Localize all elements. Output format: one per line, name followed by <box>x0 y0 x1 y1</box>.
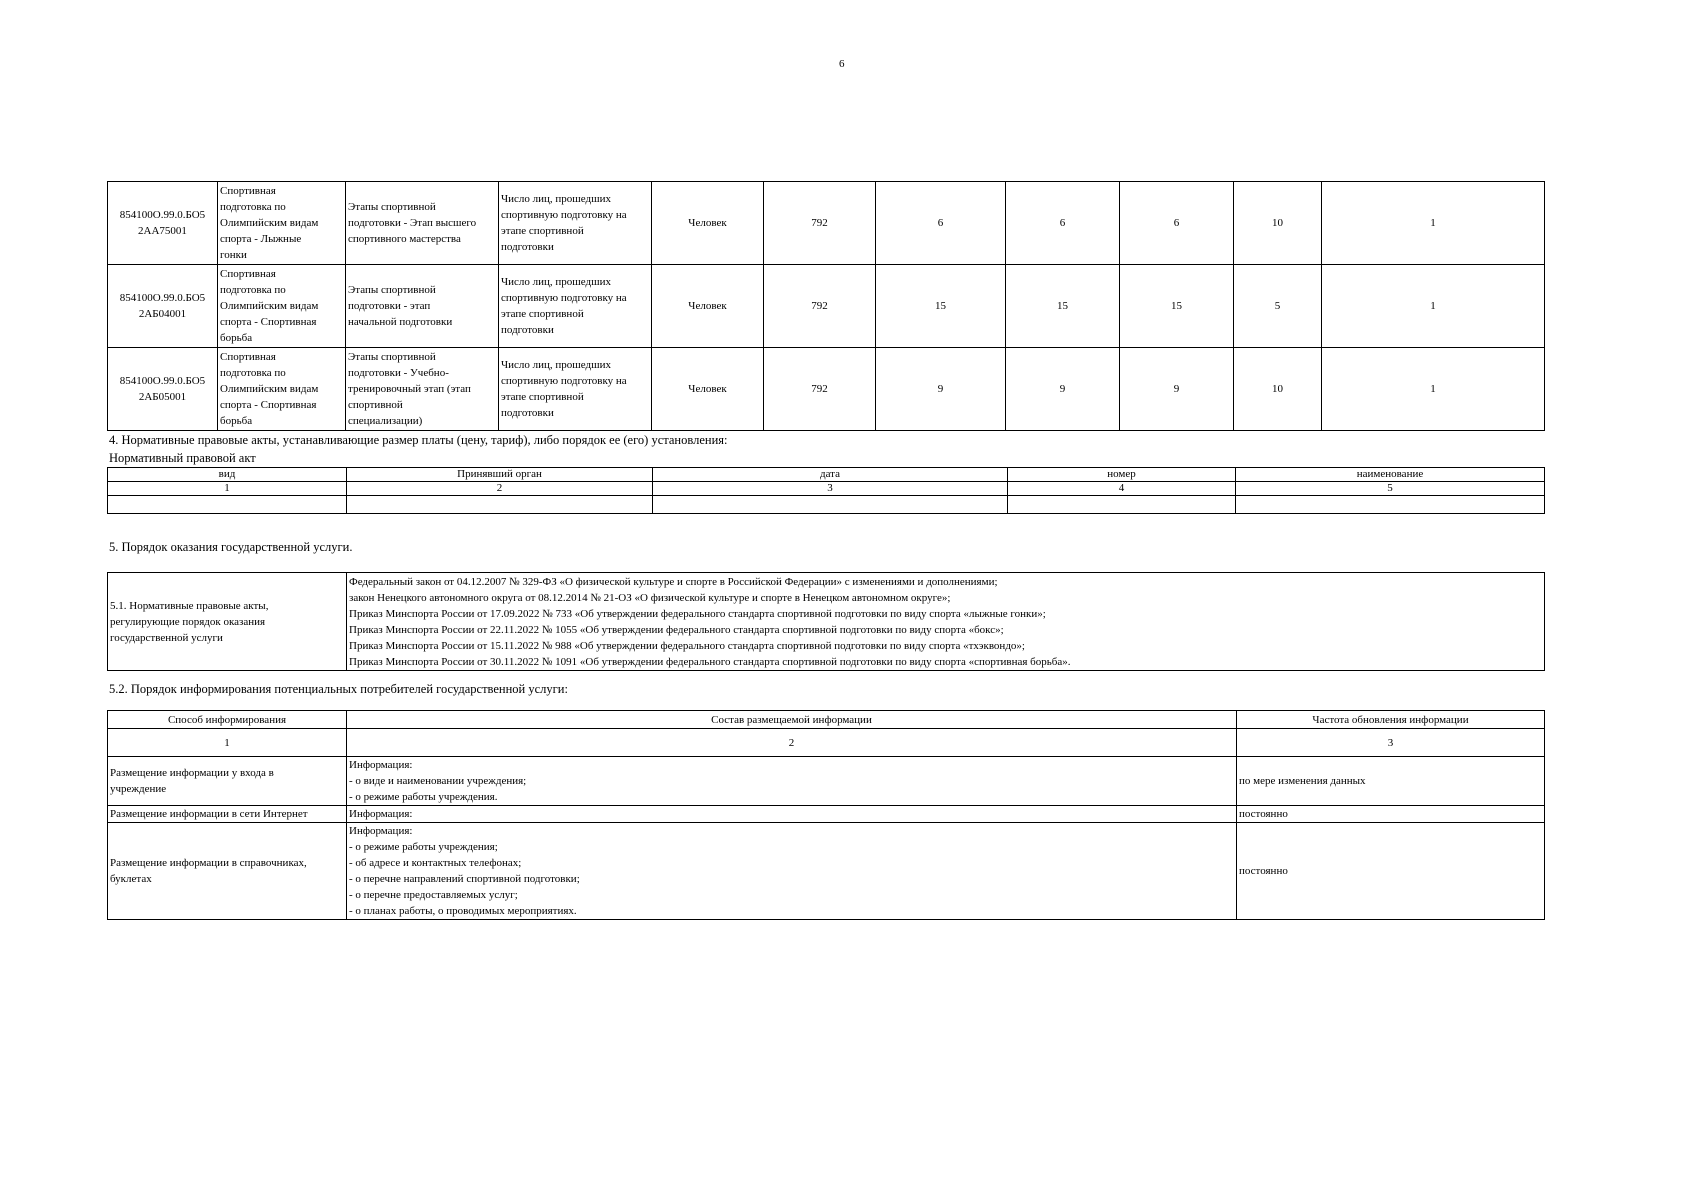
registry-code-line: 854100О.99.0.БО5 <box>119 375 206 387</box>
value-5: 1 <box>1322 265 1545 348</box>
num-cell: 1 <box>108 729 347 757</box>
stage-name-line: Этапы спортивной <box>348 284 436 296</box>
okei-code: 792 <box>764 348 876 431</box>
empty-cell <box>653 496 1008 514</box>
info-method-line: Размещение информации в справочниках, <box>110 857 307 869</box>
info-frequency: по мере изменения данных <box>1237 757 1545 806</box>
info-content-line: - о планах работы, о проводимых мероприятиях. <box>349 905 577 917</box>
num-cell: 2 <box>347 729 1237 757</box>
section51-label-line: регулирующие порядок оказания <box>110 615 266 628</box>
indicator-name-line: этапе спортивной <box>501 308 584 320</box>
value-1: 6 <box>876 182 1006 265</box>
page-number: 6 <box>839 58 845 70</box>
value-3: 6 <box>1120 182 1234 265</box>
num-cell: 1 <box>108 482 347 496</box>
indicator-name-line: этапе спортивной <box>501 391 584 403</box>
num-cell: 2 <box>347 482 653 496</box>
section4-subtitle: Нормативный правовой акт <box>109 451 256 465</box>
indicator-name-line: подготовки <box>501 407 554 419</box>
section51-table <box>107 572 1545 671</box>
indicators-table <box>107 181 1545 431</box>
header-number: номер <box>1008 468 1236 482</box>
info-content-line: - о режиме работы учреждения. <box>349 791 498 803</box>
stage-name-line: Этапы спортивной <box>348 201 436 213</box>
value-3: 9 <box>1120 348 1234 431</box>
stage-name-line: тренировочный этап (этап <box>348 383 471 395</box>
table-row <box>108 806 1545 823</box>
header-vid: вид <box>108 468 347 482</box>
section52-title: 5.2. Порядок информирования потенциальных потребителей государственной услуги: <box>109 682 568 696</box>
program-name-line: борьба <box>220 415 253 427</box>
program-name-line: подготовка по <box>220 367 286 379</box>
indicator-name-line: спортивную подготовку на <box>501 292 627 304</box>
value-4: 10 <box>1234 182 1322 265</box>
info-content-line: Информация: <box>349 825 413 837</box>
value-2: 9 <box>1006 348 1120 431</box>
value-2: 15 <box>1006 265 1120 348</box>
table-row <box>108 823 1545 920</box>
program-name <box>218 348 346 431</box>
legal-act-line: Приказ Минспорта России от 22.11.2022 № 1055 «Об утверждении федерального стандарта спортивной подготовки по виду спорта «бокс»; <box>349 623 1004 636</box>
info-content-line: - о перечне предоставляемых услуг; <box>349 889 518 901</box>
section51-label-line: 5.1. Нормативные правовые акты, <box>110 599 269 612</box>
stage-name-line: подготовки - Этап высшего <box>348 217 477 229</box>
info-content-line: - о виде и наименовании учреждения; <box>349 775 527 787</box>
indicator-name-line: спортивную подготовку на <box>501 209 627 221</box>
value-5: 1 <box>1322 182 1545 265</box>
section5-title: 5. Порядок оказания государственной услуги. <box>109 540 353 554</box>
stage-name-line: подготовки - Учебно- <box>348 367 449 379</box>
table-row <box>108 265 1545 348</box>
info-content-line: - о перечне направлений спортивной подготовки; <box>349 873 580 885</box>
section51-label-line: государственной услуги <box>110 631 223 644</box>
indicator-name <box>499 348 652 431</box>
info-method-line: буклетах <box>110 873 152 885</box>
section51-label <box>108 573 347 671</box>
info-method-line: учреждение <box>110 783 167 795</box>
value-3: 15 <box>1120 265 1234 348</box>
indicator-name-line: Число лиц, прошедших <box>501 276 611 288</box>
stage-name-line: спортивной <box>348 399 403 411</box>
info-content-line: Информация: <box>349 808 413 820</box>
stage-name <box>346 265 499 348</box>
info-frequency: постоянно <box>1237 806 1545 823</box>
program-name-line: Спортивная <box>220 268 276 280</box>
info-method <box>108 806 347 823</box>
header-frequency: Частота обновления информации <box>1237 711 1545 729</box>
stage-name-line: Этапы спортивной <box>348 351 436 363</box>
program-name-line: гонки <box>220 249 247 261</box>
program-name <box>218 182 346 265</box>
program-name-line: подготовка по <box>220 284 286 296</box>
indicator-name-line: подготовки <box>501 324 554 336</box>
legal-act-line: Приказ Минспорта России от 17.09.2022 № 733 «Об утверждении федерального стандарта спортивной подготовки по виду спорта «лыжные гонки»; <box>349 607 1046 620</box>
section4-title: 4. Нормативные правовые акты, устанавливающие размер платы (цену, тариф), либо порядок ее (его) установления: <box>109 433 728 447</box>
program-name-line: Олимпийским видам <box>220 300 319 312</box>
section51-acts <box>347 573 1545 671</box>
registry-code <box>108 182 218 265</box>
stage-name-line: спортивного мастерства <box>348 233 461 245</box>
header-name: наименование <box>1236 468 1545 482</box>
indicator-name-line: этапе спортивной <box>501 225 584 237</box>
unit: Человек <box>652 182 764 265</box>
program-name-line: Олимпийским видам <box>220 217 319 229</box>
value-2: 6 <box>1006 182 1120 265</box>
info-frequency: постоянно <box>1237 823 1545 920</box>
indicator-name-line: Число лиц, прошедших <box>501 193 611 205</box>
legal-act-line: Приказ Минспорта России от 15.11.2022 № 988 «Об утверждении федерального стандарта спортивной подготовки по виду спорта «тхэквондо»; <box>349 639 1025 652</box>
header-date: дата <box>653 468 1008 482</box>
program-name-line: подготовка по <box>220 201 286 213</box>
info-method-line: Размещение информации у входа в <box>110 767 274 779</box>
registry-code-line: 2АА75001 <box>138 225 187 237</box>
indicator-name-line: Число лиц, прошедших <box>501 359 611 371</box>
num-cell: 4 <box>1008 482 1236 496</box>
registry-code-line: 854100О.99.0.БО5 <box>119 292 206 304</box>
value-5: 1 <box>1322 348 1545 431</box>
stage-name-line: подготовки - этап <box>348 300 431 312</box>
info-content <box>347 757 1237 806</box>
header-issuer: Принявший орган <box>347 468 653 482</box>
stage-name-line: специализации) <box>348 415 423 427</box>
info-method <box>108 823 347 920</box>
program-name-line: спорта - Спортивная <box>220 399 317 411</box>
table-row <box>108 182 1545 265</box>
stage-name <box>346 348 499 431</box>
okei-code: 792 <box>764 182 876 265</box>
registry-code-line: 2АБ04001 <box>138 308 187 320</box>
info-content-line: Информация: <box>349 759 413 771</box>
info-content-line: - об адресе и контактных телефонах; <box>349 857 522 869</box>
legal-act-line: Приказ Минспорта России от 30.11.2022 № 1091 «Об утверждении федерального стандарта спортивной подготовки по виду спорта «спортивная борьба». <box>349 655 1071 668</box>
stage-name <box>346 182 499 265</box>
num-cell: 3 <box>653 482 1008 496</box>
num-cell: 3 <box>1237 729 1545 757</box>
program-name-line: спорта - Спортивная <box>220 316 317 328</box>
program-name-line: Спортивная <box>220 185 276 197</box>
empty-cell <box>108 496 347 514</box>
info-content <box>347 823 1237 920</box>
indicator-name-line: подготовки <box>501 241 554 253</box>
indicator-name-line: спортивную подготовку на <box>501 375 627 387</box>
value-4: 10 <box>1234 348 1322 431</box>
info-content-line: - о режиме работы учреждения; <box>349 841 498 853</box>
info-method-line: Размещение информации в сети Интернет <box>110 808 308 820</box>
info-content <box>347 806 1237 823</box>
program-name-line: борьба <box>220 332 253 344</box>
information-table <box>107 710 1545 920</box>
legal-acts-table <box>107 467 1545 514</box>
unit: Человек <box>652 348 764 431</box>
program-name-line: Спортивная <box>220 351 276 363</box>
registry-code-line: 854100О.99.0.БО5 <box>119 209 206 221</box>
table-row <box>108 348 1545 431</box>
okei-code: 792 <box>764 265 876 348</box>
value-1: 9 <box>876 348 1006 431</box>
empty-cell <box>1236 496 1545 514</box>
registry-code <box>108 265 218 348</box>
info-method <box>108 757 347 806</box>
stage-name-line: начальной подготовки <box>348 316 453 328</box>
registry-code <box>108 348 218 431</box>
value-4: 5 <box>1234 265 1322 348</box>
legal-act-line: Федеральный закон от 04.12.2007 № 329-ФЗ «О физической культуре и спорте в Российской Федерации» с изменениями и дополнениями; <box>349 575 998 588</box>
indicator-name <box>499 265 652 348</box>
program-name <box>218 265 346 348</box>
indicator-name <box>499 182 652 265</box>
header-content: Состав размещаемой информации <box>347 711 1237 729</box>
header-method: Способ информирования <box>108 711 347 729</box>
legal-act-line: закон Ненецкого автономного округа от 08.12.2014 № 21-ОЗ «О физической культуре и спорте в Ненецком автономном округе»; <box>349 591 951 604</box>
registry-code-line: 2АБ05001 <box>138 391 187 403</box>
program-name-line: спорта - Лыжные <box>220 233 302 245</box>
empty-cell <box>347 496 653 514</box>
program-name-line: Олимпийским видам <box>220 383 319 395</box>
num-cell: 5 <box>1236 482 1545 496</box>
unit: Человек <box>652 265 764 348</box>
table-row <box>108 757 1545 806</box>
value-1: 15 <box>876 265 1006 348</box>
empty-cell <box>1008 496 1236 514</box>
